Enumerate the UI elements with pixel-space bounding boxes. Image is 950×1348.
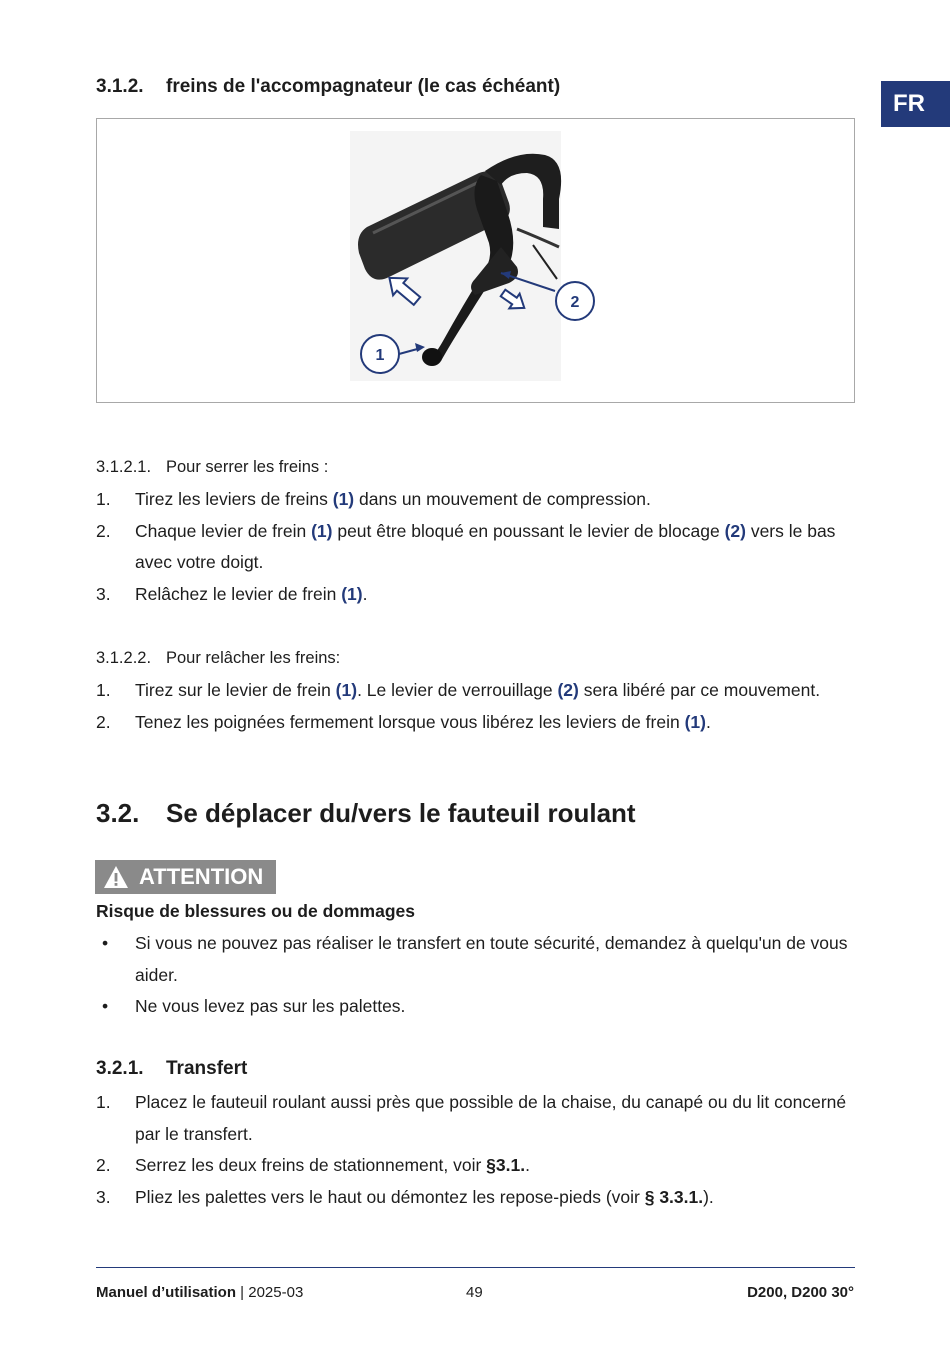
step-text: Tenez les poignées fermement lorsque vous libérez les leviers de frein (135, 711, 685, 732)
step-text: Tirez sur le levier de frein (135, 680, 336, 700)
section-heading-3-2-1 (96, 1058, 247, 1080)
subsection-number: 3.1.2.1. (96, 458, 152, 476)
step-number: 3. (96, 1186, 111, 1207)
bullet: • (102, 996, 109, 1016)
step-text: peut être bloqué en poussant le levier de blocage (332, 520, 725, 541)
attention-heading: Risque de blessures ou de dommages (96, 901, 415, 921)
attention-banner (95, 860, 276, 894)
page-number: 49 (466, 1284, 483, 1301)
list-item (96, 991, 866, 1023)
subsection-title: Pour serrer les freins : (166, 458, 329, 476)
section-title: freins de l'accompagnateur (le cas échéant) (166, 76, 561, 97)
apply-brakes-steps (96, 484, 866, 610)
part-ref: (1) (684, 711, 706, 732)
section-heading-3-2 (96, 798, 636, 829)
step-text: . Le levier de verrouillage (357, 680, 558, 700)
bullet: • (102, 933, 109, 953)
footer-separator: | (236, 1284, 249, 1301)
step-text: ). (703, 1186, 714, 1207)
step-number: 2. (96, 520, 111, 541)
step-number: 3. (96, 583, 111, 604)
section-reference-link[interactable]: §3.1. (486, 1155, 526, 1175)
step-text: Relâchez le levier de frein (135, 583, 342, 604)
step-number: 1. (96, 1092, 111, 1112)
section-reference-link[interactable]: § 3.3.1. (644, 1186, 704, 1207)
list-item (96, 1150, 866, 1182)
callout-2-label: 2 (570, 294, 580, 311)
step-number: 1. (96, 680, 111, 700)
list-item (96, 675, 866, 707)
release-brakes-steps (96, 675, 866, 738)
step-text: Serrez les deux freins de stationnement, voir (135, 1155, 487, 1175)
step-text: sera libéré par ce mouvement. (578, 680, 821, 700)
list-item (96, 516, 866, 579)
step-text: . (525, 1155, 530, 1175)
bullet-text: Si vous ne pouvez pas réaliser le transfert en toute sécurité, demandez à quelqu'un de vous aider. (135, 933, 848, 985)
part-ref: (2) (724, 520, 746, 541)
step-number: 2. (96, 711, 111, 732)
subsection-number: 3.1.2.2. (96, 649, 152, 667)
step-number: 2. (96, 1155, 111, 1175)
attention-label: ATTENTION (139, 864, 264, 889)
step-text: Tirez les leviers de freins (135, 489, 333, 509)
language-tab: FR (881, 81, 950, 127)
callout-1-label: 1 (375, 347, 385, 364)
step-text: . (362, 583, 368, 604)
footer-divider (96, 1267, 855, 1268)
step-text: Pliez les palettes vers le haut ou démontez les repose-pieds (voir (135, 1186, 645, 1207)
section-title: Transfert (166, 1058, 248, 1079)
list-item (96, 928, 866, 991)
part-ref: (2) (557, 680, 579, 700)
warning-icon (103, 865, 129, 889)
brake-lever-figure (96, 118, 855, 403)
brake-lever-illustration (97, 119, 854, 402)
transfer-steps (96, 1087, 866, 1213)
part-ref: (1) (332, 489, 355, 509)
list-item (96, 484, 866, 516)
subsection-heading-3-1-2-1 (96, 458, 328, 477)
part-ref: (1) (335, 680, 358, 700)
model-name: D200, D200 30° (747, 1284, 854, 1301)
attention-list (96, 928, 866, 1023)
section-number: 3.1.2. (96, 76, 144, 97)
subsection-title: Pour relâcher les freins: (166, 649, 341, 667)
step-text: . (705, 711, 711, 732)
bullet-text: Ne vous levez pas sur les palettes. (135, 996, 406, 1016)
manual-title: Manuel d’utilisation (96, 1284, 237, 1301)
list-item (96, 1087, 866, 1150)
step-text: vers le bas avec votre doigt. (135, 520, 836, 572)
manual-date: 2025-03 (248, 1284, 304, 1301)
footer-manual-info (96, 1284, 303, 1301)
part-ref: (1) (341, 583, 363, 604)
section-heading-3-1-2 (96, 76, 560, 98)
step-number: 1. (96, 489, 111, 509)
section-number: 3.2.1. (96, 1058, 144, 1079)
list-item (96, 579, 866, 611)
section-title: Se déplacer du/vers le fauteuil roulant (166, 798, 636, 828)
list-item (96, 707, 866, 739)
part-ref: (1) (311, 520, 333, 541)
section-number: 3.2. (96, 798, 140, 828)
step-text: Chaque levier de frein (135, 520, 312, 541)
list-item (96, 1182, 866, 1214)
step-text: Placez le fauteuil roulant aussi près que possible de la chaise, du canapé ou du lit concerné par le transfert. (135, 1092, 847, 1144)
step-text: dans un mouvement de compression. (354, 489, 651, 509)
subsection-heading-3-1-2-2 (96, 649, 340, 668)
